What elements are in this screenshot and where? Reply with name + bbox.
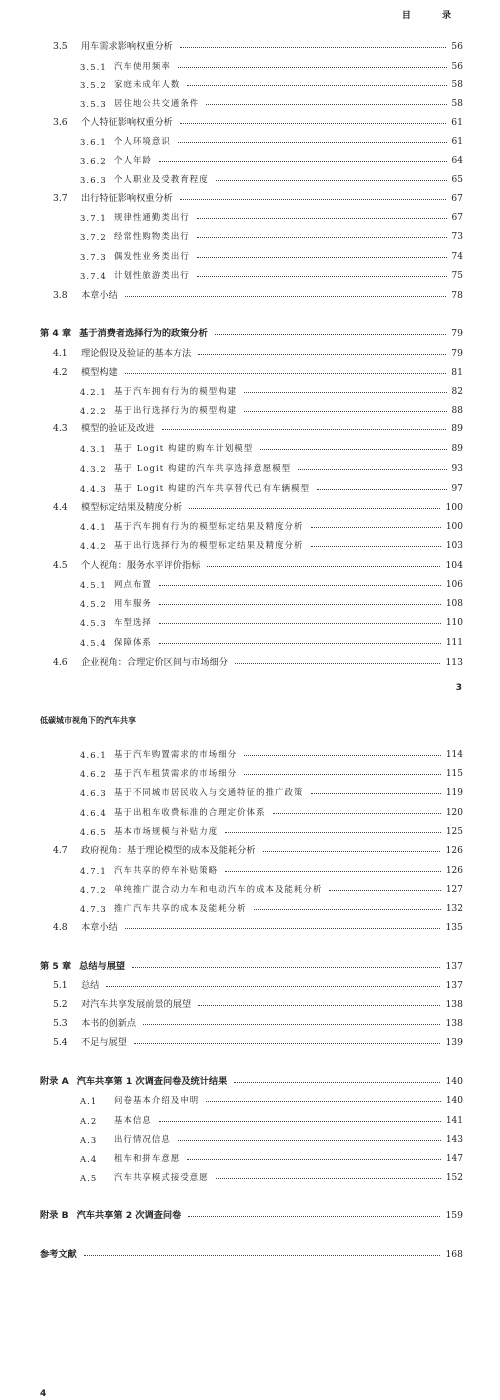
toc-entry-4-2-1[interactable] (80, 381, 463, 397)
dot-leader (159, 585, 441, 586)
toc-entry-4-1[interactable] (53, 343, 463, 359)
toc-entry-page: 65 (451, 175, 463, 185)
toc-entry-number: 3.7.3 (80, 252, 107, 262)
toc-entry-page: 106 (445, 580, 463, 590)
dot-leader (244, 392, 446, 393)
toc-entry-refs[interactable] (40, 1244, 463, 1260)
toc-entry-number: 4.6.2 (80, 769, 107, 779)
dot-leader (159, 623, 441, 624)
dot-leader (159, 643, 441, 644)
toc-entry-number: 3.7.4 (80, 271, 107, 281)
toc-entry-4-5-4[interactable] (80, 632, 463, 648)
dot-leader (263, 851, 441, 852)
toc-entry-4-5[interactable] (53, 555, 463, 571)
toc-entry-title: 个人环境意识 (114, 136, 171, 146)
dot-leader (198, 354, 446, 355)
toc-entry-4-7-1[interactable] (80, 860, 463, 876)
toc-entry-number: 附录 A (40, 1076, 69, 1087)
toc-entry-page: 135 (445, 922, 463, 933)
dot-leader (216, 1178, 441, 1179)
toc-entry-page: 137 (445, 961, 463, 972)
toc-entry-page: 126 (445, 845, 463, 856)
dot-leader (84, 1255, 441, 1256)
dot-leader (311, 527, 441, 528)
toc-entry-4-2[interactable] (53, 362, 463, 378)
toc-entry-5[interactable] (40, 956, 463, 972)
toc-entry-title: 汽车共享的停车补贴策略 (114, 865, 219, 875)
toc-entry-page: 138 (445, 999, 463, 1010)
dot-leader (187, 1159, 440, 1160)
toc-entry-number: 5.3 (53, 1018, 68, 1029)
toc-entry-number: 4.5.4 (80, 638, 107, 648)
toc-entry-title: 汽车共享第 2 次调查问卷 (76, 1210, 182, 1221)
toc-entry-4-5-1[interactable] (80, 574, 463, 590)
toc-entry-4-2-2[interactable] (80, 400, 463, 416)
dot-leader (197, 257, 447, 258)
toc-entry-page: 140 (445, 1076, 463, 1087)
toc-entry-4-7-3[interactable] (80, 898, 463, 914)
toc-entry-page: 111 (445, 638, 463, 648)
toc-entry-number: 4.4.3 (80, 484, 107, 494)
toc-entry-page: 103 (445, 541, 463, 551)
toc-entry-title: 政府视角：基于理论模型的成本及能耗分析 (81, 845, 256, 856)
toc-entry-page: 89 (451, 423, 463, 434)
toc-entry-title: 经常性购物类出行 (114, 231, 190, 241)
toc-entry-page: 78 (451, 290, 463, 301)
toc-entry-5-4[interactable] (53, 1032, 463, 1048)
toc-entry-number: 第 4 章 (40, 328, 72, 339)
toc-entry-number: 3.7.1 (80, 213, 107, 223)
toc-entry-title: 参考文献 (40, 1249, 77, 1260)
toc-entry-title: 基本市场规模与补贴力度 (114, 826, 219, 836)
toc-entry-page: 79 (451, 348, 463, 359)
toc-entry-3-5-2[interactable] (80, 74, 463, 90)
dot-leader (235, 663, 440, 664)
toc-entry-number: 5.1 (53, 980, 68, 991)
toc-entry-title: 汽车共享第 1 次调查问卷及统计结果 (76, 1076, 228, 1087)
toc-entry-number: 4.7 (53, 845, 68, 856)
toc-entry-number: 附录 B (40, 1210, 69, 1221)
toc-entry-3-6[interactable] (53, 112, 463, 128)
dot-leader (132, 967, 440, 968)
dot-leader (159, 604, 441, 605)
toc-entry-page: 138 (445, 1018, 463, 1029)
toc-entry-4[interactable] (40, 323, 463, 339)
toc-entry-title: 车型选择 (114, 617, 152, 627)
dot-leader (197, 237, 447, 238)
toc-entry-title: 汽车使用频率 (114, 61, 171, 71)
toc-entry-number: A.5 (80, 1173, 98, 1183)
toc-entry-number: 3.5 (53, 41, 68, 52)
toc-entry-title: 模型的验证及改进 (81, 423, 155, 434)
dot-leader (317, 489, 446, 490)
toc-entry-number: 3.8 (53, 290, 68, 301)
dot-leader (180, 47, 446, 48)
toc-entry-title: 家庭未成年人数 (114, 79, 181, 89)
toc-entry-3-7-1[interactable] (80, 207, 463, 223)
toc-entry-title: 基于出行选择行为的模型构建 (114, 405, 238, 415)
toc-entry-page: 74 (451, 252, 463, 262)
toc-entry-title: 基于不同城市居民收入与交通特征的推广政策 (114, 787, 304, 797)
toc-entry-title: 单纯推广混合动力车和电动汽车的成本及能耗分析 (114, 884, 323, 894)
toc-entry-number: 4.6.1 (80, 750, 107, 760)
toc-entry-page: 140 (445, 1096, 463, 1106)
toc-entry-title: 基于 Logit 构建的购车计划模型 (114, 443, 254, 453)
dot-leader (159, 161, 447, 162)
toc-entry-title: 租车和拼车意愿 (114, 1153, 181, 1163)
toc-entry-page: 58 (451, 99, 463, 109)
toc-entry-3-8[interactable] (53, 285, 463, 301)
running-head: 目 录 (401, 11, 465, 21)
toc-entry-number: A.2 (80, 1116, 98, 1126)
toc-entry-page: 100 (445, 522, 463, 532)
toc-entry-title: 用车服务 (114, 598, 152, 608)
toc-entry-number: 5.2 (53, 999, 68, 1010)
toc-entry-4-6-2[interactable] (80, 763, 463, 779)
toc-entry-number: 5.4 (53, 1037, 68, 1048)
dot-leader (125, 373, 447, 374)
toc-entry-number: 4.2.1 (80, 387, 107, 397)
dot-leader (197, 218, 447, 219)
toc-entry-a[interactable] (40, 1071, 463, 1087)
toc-entry-3-6-1[interactable] (80, 131, 463, 147)
toc-entry-5-2[interactable] (53, 994, 463, 1010)
dot-leader (198, 1005, 440, 1006)
toc-entry-number: 4.3.2 (80, 464, 107, 474)
toc-entry-number: 3.7 (53, 193, 68, 204)
toc-entry-page: 125 (445, 827, 463, 837)
toc-entry-page: 67 (451, 193, 463, 204)
dot-leader (189, 508, 440, 509)
toc-entry-number: 3.6 (53, 117, 68, 128)
toc-entry-number: 4.3.1 (80, 444, 107, 454)
toc-entry-number: A.3 (80, 1135, 98, 1145)
toc-entry-3-7-3[interactable] (80, 246, 463, 262)
toc-entry-title: 基于消费者选择行为的政策分析 (79, 328, 208, 339)
toc-entry-page: 97 (451, 484, 463, 494)
toc-entry-page: 79 (451, 328, 463, 339)
dot-leader (180, 199, 446, 200)
toc-entry-5-3[interactable] (53, 1013, 463, 1029)
toc-entry-page: 110 (445, 618, 463, 628)
toc-page-4 (0, 705, 500, 1400)
dot-leader (244, 755, 441, 756)
toc-entry-title: 推广汽车共享的成本及能耗分析 (114, 903, 247, 913)
toc-entry-5-1[interactable] (53, 975, 463, 991)
dot-leader (125, 928, 441, 929)
toc-entry-number: 4.5 (53, 560, 68, 571)
toc-entry-a-4[interactable] (80, 1148, 463, 1164)
dot-leader (206, 104, 446, 105)
toc-entry-4-4-2[interactable] (80, 535, 463, 551)
toc-entry-title: 模型构建 (81, 367, 118, 378)
dot-leader (273, 813, 441, 814)
dot-leader (215, 334, 447, 335)
toc-entry-number: 3.5.2 (80, 80, 107, 90)
toc-entry-title: 个人视角：服务水平评价指标 (81, 560, 201, 571)
toc-entry-number: 3.7.2 (80, 232, 107, 242)
toc-entry-3-7[interactable] (53, 188, 463, 204)
dot-leader (311, 546, 441, 547)
dot-leader (234, 1082, 440, 1083)
toc-entry-page: 73 (451, 232, 463, 242)
toc-entry-number: 3.5.1 (80, 62, 107, 72)
toc-entry-title: 个人特征影响权重分析 (81, 117, 173, 128)
toc-entry-number: 4.5.3 (80, 618, 107, 628)
toc-entry-page: 114 (445, 750, 463, 760)
toc-entry-title: 基于汽车拥有行为的模型构建 (114, 386, 238, 396)
running-head: 低碳城市视角下的汽车共享 (40, 716, 136, 725)
toc-entry-page: 61 (451, 117, 463, 128)
toc-entry-4-4-1[interactable] (80, 516, 463, 532)
toc-entry-title: 用车需求影响权重分析 (81, 41, 173, 52)
dot-leader (180, 123, 446, 124)
toc-entry-4-3[interactable] (53, 418, 463, 434)
toc-entry-page: 56 (451, 62, 463, 72)
toc-entry-3-6-3[interactable] (80, 169, 463, 185)
toc-entry-number: 4.7.2 (80, 885, 107, 895)
toc-entry-number: A.4 (80, 1154, 98, 1164)
toc-entry-page: 132 (445, 904, 463, 914)
dot-leader (143, 1024, 440, 1025)
toc-entry-page: 119 (445, 788, 463, 798)
dot-leader (159, 1121, 441, 1122)
toc-entry-page: 56 (451, 41, 463, 52)
toc-entry-number: 3.5.3 (80, 99, 107, 109)
toc-entry-page: 64 (451, 156, 463, 166)
dot-leader (216, 180, 447, 181)
toc-entry-b[interactable] (40, 1205, 463, 1221)
toc-entry-page: 104 (445, 560, 463, 571)
toc-entry-title: 网点布置 (114, 579, 152, 589)
toc-entry-4-6-3[interactable] (80, 782, 463, 798)
toc-entry-title: 基于 Logit 构建的汽车共享替代已有车辆模型 (114, 483, 311, 493)
toc-entry-number: 4.1 (53, 348, 68, 359)
toc-entry-a-2[interactable] (80, 1110, 463, 1126)
toc-entry-4-6-1[interactable] (80, 744, 463, 760)
toc-entry-4-4[interactable] (53, 497, 463, 513)
toc-entry-a-3[interactable] (80, 1129, 463, 1145)
toc-entry-4-3-2[interactable] (80, 458, 463, 474)
toc-entry-title: 本章小结 (81, 922, 118, 933)
toc-entry-title: 偶发性业务类出行 (114, 251, 190, 261)
toc-entry-title: 居住地公共交通条件 (114, 98, 200, 108)
toc-entry-title: 企业视角：合理定价区间与市场细分 (81, 657, 228, 668)
toc-entry-title: 出行情况信息 (114, 1134, 171, 1144)
toc-entry-page: 126 (445, 866, 463, 876)
dot-leader (162, 429, 447, 430)
toc-entry-4-3-1[interactable] (80, 438, 463, 454)
toc-entry-page: 143 (445, 1135, 463, 1145)
toc-entry-title: 不足与展望 (81, 1037, 127, 1048)
toc-entry-number: 4.8 (53, 922, 68, 933)
toc-entry-4-7-2[interactable] (80, 879, 463, 895)
toc-entry-page: 75 (451, 271, 463, 281)
toc-entry-4-8[interactable] (53, 917, 463, 933)
toc-entry-a-1[interactable] (80, 1090, 463, 1106)
page-number: 3 (455, 683, 462, 693)
toc-entry-4-4-3[interactable] (80, 478, 463, 494)
toc-entry-4-6-4[interactable] (80, 802, 463, 818)
toc-entry-title: 本书的创新点 (81, 1018, 137, 1029)
dot-leader (244, 411, 446, 412)
toc-entry-number: 4.5.1 (80, 580, 107, 590)
dot-leader (178, 67, 447, 68)
toc-entry-page: 100 (445, 502, 463, 513)
toc-entry-page: 115 (445, 769, 463, 779)
toc-entry-title: 保障体系 (114, 637, 152, 647)
toc-entry-page: 127 (445, 885, 463, 895)
dot-leader (206, 1101, 441, 1102)
toc-entry-page: 67 (451, 213, 463, 223)
toc-entry-3-7-2[interactable] (80, 226, 463, 242)
toc-entry-page: 93 (451, 464, 463, 474)
toc-entry-title: 对汽车共享发展前景的展望 (81, 999, 192, 1010)
toc-entry-page: 113 (445, 657, 463, 668)
toc-entry-3-5-1[interactable] (80, 56, 463, 72)
toc-entry-title: 基于出行选择行为的模型标定结果及精度分析 (114, 540, 304, 550)
toc-entry-page: 81 (451, 367, 463, 378)
toc-entry-title: 本章小结 (81, 290, 118, 301)
dot-leader (178, 142, 447, 143)
toc-entry-title: 基于出租车收费标准的合理定价体系 (114, 807, 266, 817)
toc-entry-page: 147 (445, 1154, 463, 1164)
toc-entry-title: 个人年龄 (114, 155, 152, 165)
dot-leader (329, 890, 440, 891)
toc-entry-page: 141 (445, 1116, 463, 1126)
toc-entry-title: 基于汽车租赁需求的市场细分 (114, 768, 238, 778)
dot-leader (207, 566, 440, 567)
dot-leader (225, 832, 441, 833)
toc-entry-3-5-3[interactable] (80, 93, 463, 109)
dot-leader (178, 1140, 441, 1141)
dot-leader (125, 296, 447, 297)
toc-entry-number: 4.6.4 (80, 808, 107, 818)
toc-entry-title: 总结与展望 (79, 961, 126, 972)
dot-leader (311, 793, 441, 794)
toc-entry-4-6-5[interactable] (80, 821, 463, 837)
toc-entry-number: 4.7.3 (80, 904, 107, 914)
dot-leader (134, 1043, 441, 1044)
toc-entry-number: 4.6 (53, 657, 68, 668)
toc-entry-number: 4.2 (53, 367, 68, 378)
toc-entry-number: 4.4.2 (80, 541, 107, 551)
toc-entry-title: 模型标定结果及精度分析 (81, 502, 183, 513)
dot-leader (254, 909, 441, 910)
toc-entry-page: 108 (445, 599, 463, 609)
toc-entry-3-6-2[interactable] (80, 150, 463, 166)
toc-entry-number: 4.7.1 (80, 866, 107, 876)
toc-entry-title: 规律性通勤类出行 (114, 212, 190, 222)
toc-entry-3-7-4[interactable] (80, 265, 463, 281)
toc-entry-title: 理论假设及验证的基本方法 (81, 348, 192, 359)
toc-entry-title: 汽车共享模式接受意愿 (114, 1172, 209, 1182)
toc-entry-number: 3.6.1 (80, 137, 107, 147)
toc-entry-title: 基本信息 (114, 1115, 152, 1125)
toc-entry-title: 基于 Logit 构建的汽车共享选择意愿模型 (114, 463, 292, 473)
dot-leader (244, 774, 441, 775)
toc-entry-page: 139 (445, 1037, 463, 1048)
toc-entry-number: 3.6.3 (80, 175, 107, 185)
toc-entry-title: 总结 (81, 980, 100, 991)
toc-entry-3-5[interactable] (53, 36, 463, 52)
toc-entry-page: 89 (451, 444, 463, 454)
toc-entry-title: 基于汽车拥有行为的模型标定结果及精度分析 (114, 521, 304, 531)
toc-entry-page: 82 (451, 387, 463, 397)
toc-entry-page: 159 (445, 1210, 463, 1221)
toc-entry-page: 61 (451, 137, 463, 147)
toc-entry-page: 58 (451, 80, 463, 90)
toc-entry-number: 第 5 章 (40, 961, 72, 972)
toc-entry-number: 4.5.2 (80, 599, 107, 609)
toc-entry-page: 137 (445, 980, 463, 991)
dot-leader (225, 871, 441, 872)
toc-entry-page: 120 (445, 808, 463, 818)
toc-entry-4-5-2[interactable] (80, 593, 463, 609)
toc-entry-title: 个人职业及受教育程度 (114, 174, 209, 184)
toc-entry-page: 88 (451, 406, 463, 416)
dot-leader (298, 469, 446, 470)
toc-entry-page: 152 (445, 1173, 463, 1183)
toc-entry-title: 计划性旅游类出行 (114, 270, 190, 280)
toc-entry-4-6[interactable] (53, 652, 463, 668)
toc-entry-number: 3.6.2 (80, 156, 107, 166)
toc-entry-a-5[interactable] (80, 1167, 463, 1183)
dot-leader (187, 85, 446, 86)
dot-leader (188, 1216, 440, 1217)
dot-leader (197, 276, 447, 277)
toc-entry-number: 4.4 (53, 502, 68, 513)
toc-entry-number: 4.6.5 (80, 827, 107, 837)
toc-entry-number: 4.6.3 (80, 788, 107, 798)
toc-entry-page: 168 (445, 1249, 463, 1260)
page-number: 4 (40, 1389, 47, 1399)
dot-leader (260, 449, 446, 450)
toc-entry-title: 出行特征影响权重分析 (81, 193, 173, 204)
toc-entry-number: A.1 (80, 1096, 98, 1106)
toc-entry-number: 4.4.1 (80, 522, 107, 532)
toc-entry-4-7[interactable] (53, 840, 463, 856)
toc-entry-4-5-3[interactable] (80, 612, 463, 628)
toc-entry-number: 4.2.2 (80, 406, 107, 416)
dot-leader (106, 986, 440, 987)
toc-entry-number: 4.3 (53, 423, 68, 434)
toc-entry-title: 问卷基本介绍及申明 (114, 1095, 200, 1105)
toc-entry-title: 基于汽车购置需求的市场细分 (114, 749, 238, 759)
